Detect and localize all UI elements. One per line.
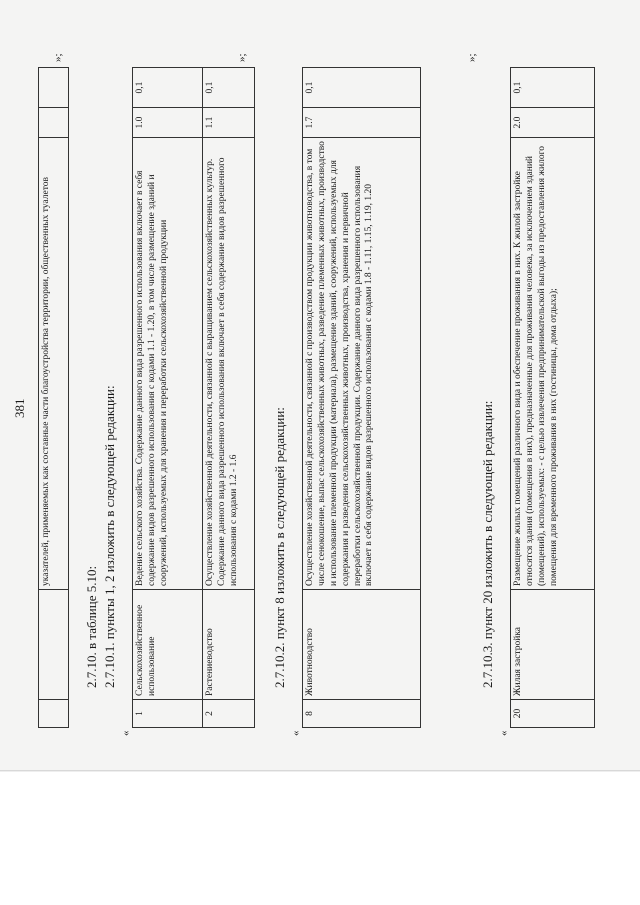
table-row	[133, 68, 203, 728]
rotated-document	[8, 48, 628, 748]
cell-description: Осуществление хозяйственной деятельности, связанной с выращиванием сельскохозяйственных культур. Содержание данного вида разрешенного использования включает в себя содержание видов разрешенного использования с кодами 1.2 - 1.6	[203, 138, 255, 590]
cell-code	[39, 108, 69, 138]
page-number: 381	[12, 398, 27, 418]
section-heading: 2.7.10.3. пункт 20 изложить в следующей редакции:	[480, 400, 495, 688]
cell-code: 1.1	[203, 108, 255, 138]
cell-value: 0,1	[303, 68, 421, 108]
cell-value	[39, 68, 69, 108]
closing-quote: »;	[466, 53, 478, 62]
cell-description: Размещение жилых помещений различного вида и обеспечение проживания в них. К жилой застройке относятся здания (помещения в них), предназначенные для проживания человека, за исключением зданий (помещений), используемых: - с целью извлечения предпринимательской выгоды из предоставления жилого помещения для временного проживания в них (гостиницы, дома отдыха);	[511, 138, 595, 590]
table-row	[39, 68, 69, 728]
cell-description: Осуществление хозяйственной деятельности, связанной с производством продукции животноводства, в том числе сенокошение, выпас сельскохозяйственных животных, разведение племенных животных, производство и использование племенной продукции (материала), размещение зданий, сооружений, используемых для содержания и разведения сельскохозяйственных животных, производства, хранения и первичной переработки сельскохозяйственной продукции. Содержание данного вида разрешенного использования включает в себя содержание видов разрешенного использования с кодами 1.8 - 1.11, 1.15, 1.19, 1.20	[303, 138, 421, 590]
cell-code: 1.0	[133, 108, 203, 138]
cell-description: указателей, применяемых как составные части благоустройства территории, общественных туалетов	[39, 138, 69, 590]
table-fragment-top	[38, 67, 69, 728]
table-row	[303, 68, 421, 728]
cell-num: 2	[203, 700, 255, 728]
open-quote: «	[120, 730, 132, 736]
section-heading: 2.7.10.2. пункт 8 изложить в следующей редакции:	[272, 407, 287, 688]
cell-code: 1.7	[303, 108, 421, 138]
cell-name	[39, 590, 69, 700]
cell-name: Сельскохозяйственное использование	[133, 590, 203, 700]
cell-value: 0,1	[203, 68, 255, 108]
cell-name: Жилая застройка	[511, 590, 595, 700]
cell-num: 20	[511, 700, 595, 728]
cell-num: 8	[303, 700, 421, 728]
cell-num: 1	[133, 700, 203, 728]
open-quote: «	[290, 730, 302, 736]
closing-quote: »;	[52, 53, 64, 62]
table-section-3	[510, 67, 595, 728]
table-section-1	[132, 67, 255, 728]
table-row	[511, 68, 595, 728]
cell-value: 0,1	[133, 68, 203, 108]
section-heading: 2.7.10. в таблице 5.10:	[84, 565, 99, 688]
section-subheading: 2.7.10.1. пункты 1, 2 изложить в следующей редакции:	[102, 385, 117, 688]
table-row	[203, 68, 255, 728]
closing-quote: »;	[236, 53, 248, 62]
cell-name: Растениеводство	[203, 590, 255, 700]
cell-code: 2.0	[511, 108, 595, 138]
table-section-2	[302, 67, 421, 728]
open-quote: «	[498, 730, 510, 736]
cell-description: Ведение сельского хозяйства. Содержание данного вида разрешенного использования включает в себя содержание видов разрешенного использования с кодами 1.1 - 1.20, в том числе размещение зданий и сооружений, используемых для хранения и переработки сельскохозяйственной продукции	[133, 138, 203, 590]
cell-num	[39, 700, 69, 728]
cell-value: 0,1	[511, 68, 595, 108]
cell-name: Животноводство	[303, 590, 421, 700]
